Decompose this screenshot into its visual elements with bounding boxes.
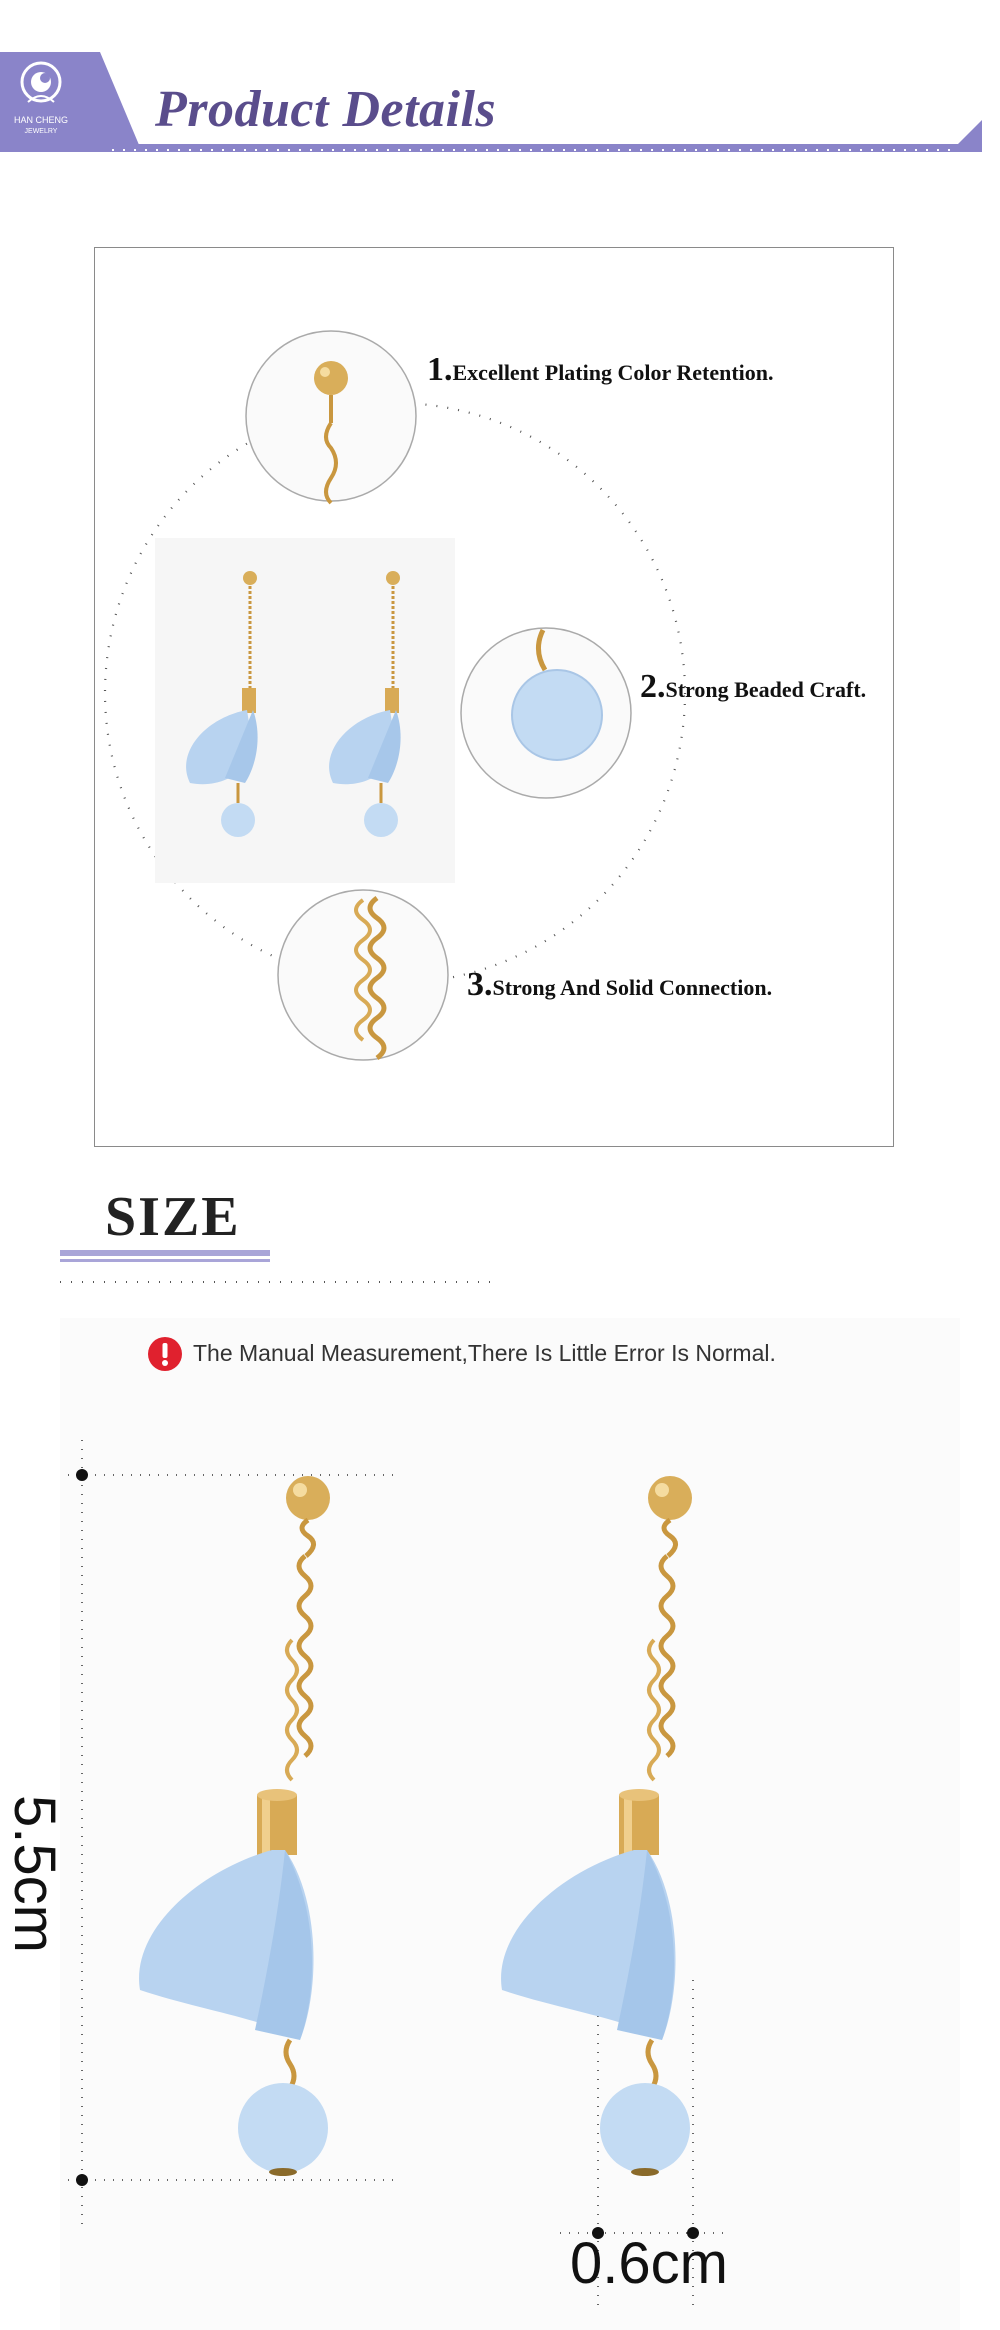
logo-icon [18,60,64,110]
details-frame [94,247,894,1147]
width-dimension: 0.6cm [570,2231,728,2296]
page-title: Product Details [155,81,497,138]
feature-3 [467,966,772,1004]
feature-1 [427,351,774,389]
detail-circle-1 [246,331,416,503]
earring-large-left [139,1476,330,2176]
feature-2-number: 2. [640,668,666,705]
size-underline [60,1250,500,1286]
exclamation-icon [147,1336,183,1372]
logo-line-2: JEWELRY [24,128,58,135]
feature-1-text: Excellent Plating Color Retention. [452,360,774,385]
measurement-notice: The Manual Measurement,There Is Little Error Is Normal. [193,1340,776,1366]
logo-text [6,115,76,137]
feature-1-number: 1. [427,351,453,388]
feature-2-text: Strong Beaded Craft. [665,677,867,702]
banner-graphic [0,0,1000,170]
feature-2 [640,668,866,706]
size-title: SIZE [105,1186,241,1248]
feature-3-number: 3. [467,966,493,1003]
size-diagram [0,1400,1000,2330]
detail-circle-2 [461,628,631,798]
feature-3-text: Strong And Solid Connection. [492,975,773,1000]
earring-large-right [501,1476,692,2176]
length-dimension: 5.5cm [2,1795,67,1953]
header-banner [0,0,1000,170]
detail-circle-3 [278,890,448,1060]
logo-line-1: HAN CHENG [13,115,68,125]
